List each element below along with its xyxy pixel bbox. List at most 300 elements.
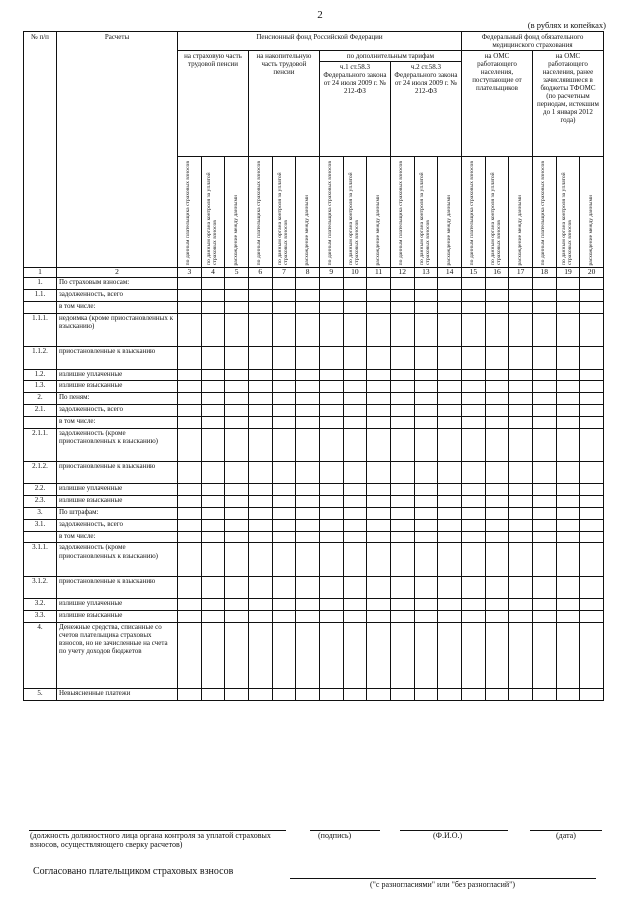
- value-cell[interactable]: [343, 484, 367, 496]
- value-cell[interactable]: [556, 428, 580, 461]
- value-cell[interactable]: [414, 623, 438, 689]
- value-cell[interactable]: [343, 428, 367, 461]
- value-cell[interactable]: [343, 599, 367, 611]
- value-cell[interactable]: [201, 301, 225, 313]
- value-cell[interactable]: [485, 278, 509, 290]
- value-cell[interactable]: [248, 484, 272, 496]
- value-cell[interactable]: [201, 461, 225, 484]
- value-cell[interactable]: [178, 301, 202, 313]
- value-cell[interactable]: [296, 381, 320, 393]
- value-cell[interactable]: [343, 543, 367, 576]
- value-cell[interactable]: [461, 496, 485, 508]
- value-cell[interactable]: [343, 508, 367, 520]
- value-cell[interactable]: [438, 599, 462, 611]
- value-cell[interactable]: [438, 346, 462, 369]
- value-cell[interactable]: [272, 369, 296, 381]
- value-cell[interactable]: [319, 508, 343, 520]
- value-cell[interactable]: [178, 543, 202, 576]
- value-cell[interactable]: [532, 461, 556, 484]
- value-cell[interactable]: [343, 611, 367, 623]
- value-cell[interactable]: [201, 623, 225, 689]
- value-cell[interactable]: [319, 611, 343, 623]
- value-cell[interactable]: [461, 461, 485, 484]
- value-cell[interactable]: [248, 393, 272, 405]
- value-cell[interactable]: [367, 404, 391, 416]
- value-cell[interactable]: [343, 313, 367, 346]
- value-cell[interactable]: [461, 381, 485, 393]
- value-cell[interactable]: [485, 623, 509, 689]
- value-cell[interactable]: [319, 393, 343, 405]
- value-cell[interactable]: [556, 484, 580, 496]
- value-cell[interactable]: [201, 599, 225, 611]
- value-cell[interactable]: [509, 369, 533, 381]
- value-cell[interactable]: [343, 461, 367, 484]
- value-cell[interactable]: [509, 289, 533, 301]
- value-cell[interactable]: [272, 484, 296, 496]
- value-cell[interactable]: [248, 611, 272, 623]
- value-cell[interactable]: [225, 484, 249, 496]
- value-cell[interactable]: [509, 404, 533, 416]
- value-cell[interactable]: [319, 531, 343, 543]
- value-cell[interactable]: [201, 428, 225, 461]
- value-cell[interactable]: [461, 313, 485, 346]
- value-cell[interactable]: [225, 531, 249, 543]
- value-cell[interactable]: [272, 519, 296, 531]
- value-cell[interactable]: [438, 416, 462, 428]
- value-cell[interactable]: [178, 531, 202, 543]
- value-cell[interactable]: [343, 393, 367, 405]
- value-cell[interactable]: [343, 688, 367, 700]
- value-cell[interactable]: [201, 496, 225, 508]
- value-cell[interactable]: [319, 404, 343, 416]
- value-cell[interactable]: [509, 393, 533, 405]
- value-cell[interactable]: [485, 289, 509, 301]
- value-cell[interactable]: [414, 381, 438, 393]
- value-cell[interactable]: [225, 428, 249, 461]
- value-cell[interactable]: [367, 313, 391, 346]
- value-cell[interactable]: [272, 393, 296, 405]
- value-cell[interactable]: [485, 508, 509, 520]
- value-cell[interactable]: [390, 381, 414, 393]
- value-cell[interactable]: [485, 416, 509, 428]
- value-cell[interactable]: [461, 346, 485, 369]
- value-cell[interactable]: [296, 599, 320, 611]
- value-cell[interactable]: [319, 496, 343, 508]
- value-cell[interactable]: [556, 519, 580, 531]
- value-cell[interactable]: [414, 346, 438, 369]
- value-cell[interactable]: [343, 381, 367, 393]
- value-cell[interactable]: [414, 301, 438, 313]
- value-cell[interactable]: [343, 519, 367, 531]
- value-cell[interactable]: [509, 688, 533, 700]
- value-cell[interactable]: [556, 393, 580, 405]
- value-cell[interactable]: [438, 289, 462, 301]
- value-cell[interactable]: [438, 496, 462, 508]
- value-cell[interactable]: [367, 381, 391, 393]
- value-cell[interactable]: [556, 543, 580, 576]
- value-cell[interactable]: [556, 301, 580, 313]
- value-cell[interactable]: [390, 278, 414, 290]
- value-cell[interactable]: [225, 543, 249, 576]
- value-cell[interactable]: [343, 531, 367, 543]
- value-cell[interactable]: [580, 278, 604, 290]
- value-cell[interactable]: [248, 278, 272, 290]
- value-cell[interactable]: [248, 576, 272, 599]
- value-cell[interactable]: [532, 289, 556, 301]
- value-cell[interactable]: [438, 428, 462, 461]
- value-cell[interactable]: [414, 484, 438, 496]
- value-cell[interactable]: [296, 508, 320, 520]
- value-cell[interactable]: [556, 623, 580, 689]
- value-cell[interactable]: [178, 393, 202, 405]
- value-cell[interactable]: [367, 576, 391, 599]
- value-cell[interactable]: [225, 278, 249, 290]
- value-cell[interactable]: [178, 381, 202, 393]
- value-cell[interactable]: [343, 346, 367, 369]
- value-cell[interactable]: [390, 428, 414, 461]
- value-cell[interactable]: [509, 543, 533, 576]
- value-cell[interactable]: [580, 461, 604, 484]
- value-cell[interactable]: [272, 496, 296, 508]
- value-cell[interactable]: [390, 623, 414, 689]
- value-cell[interactable]: [461, 393, 485, 405]
- value-cell[interactable]: [556, 289, 580, 301]
- value-cell[interactable]: [319, 576, 343, 599]
- value-cell[interactable]: [390, 508, 414, 520]
- value-cell[interactable]: [272, 301, 296, 313]
- value-cell[interactable]: [556, 346, 580, 369]
- value-cell[interactable]: [367, 623, 391, 689]
- value-cell[interactable]: [178, 484, 202, 496]
- value-cell[interactable]: [532, 611, 556, 623]
- value-cell[interactable]: [248, 461, 272, 484]
- value-cell[interactable]: [414, 278, 438, 290]
- value-cell[interactable]: [367, 599, 391, 611]
- value-cell[interactable]: [367, 278, 391, 290]
- value-cell[interactable]: [438, 688, 462, 700]
- value-cell[interactable]: [201, 611, 225, 623]
- value-cell[interactable]: [509, 531, 533, 543]
- value-cell[interactable]: [248, 496, 272, 508]
- value-cell[interactable]: [225, 508, 249, 520]
- value-cell[interactable]: [509, 508, 533, 520]
- value-cell[interactable]: [580, 416, 604, 428]
- value-cell[interactable]: [248, 369, 272, 381]
- value-cell[interactable]: [438, 381, 462, 393]
- value-cell[interactable]: [367, 346, 391, 369]
- value-cell[interactable]: [414, 416, 438, 428]
- value-cell[interactable]: [319, 369, 343, 381]
- value-cell[interactable]: [178, 576, 202, 599]
- value-cell[interactable]: [343, 301, 367, 313]
- value-cell[interactable]: [580, 428, 604, 461]
- value-cell[interactable]: [225, 611, 249, 623]
- value-cell[interactable]: [296, 404, 320, 416]
- value-cell[interactable]: [178, 313, 202, 346]
- value-cell[interactable]: [178, 496, 202, 508]
- value-cell[interactable]: [296, 393, 320, 405]
- value-cell[interactable]: [414, 599, 438, 611]
- value-cell[interactable]: [485, 428, 509, 461]
- value-cell[interactable]: [248, 623, 272, 689]
- value-cell[interactable]: [296, 484, 320, 496]
- value-cell[interactable]: [225, 461, 249, 484]
- value-cell[interactable]: [414, 369, 438, 381]
- value-cell[interactable]: [532, 381, 556, 393]
- value-cell[interactable]: [248, 599, 272, 611]
- value-cell[interactable]: [461, 484, 485, 496]
- value-cell[interactable]: [438, 531, 462, 543]
- value-cell[interactable]: [296, 369, 320, 381]
- value-cell[interactable]: [485, 611, 509, 623]
- value-cell[interactable]: [319, 484, 343, 496]
- value-cell[interactable]: [461, 611, 485, 623]
- value-cell[interactable]: [248, 313, 272, 346]
- value-cell[interactable]: [225, 599, 249, 611]
- value-cell[interactable]: [509, 416, 533, 428]
- value-cell[interactable]: [178, 599, 202, 611]
- value-cell[interactable]: [296, 313, 320, 346]
- value-cell[interactable]: [272, 543, 296, 576]
- value-cell[interactable]: [532, 278, 556, 290]
- value-cell[interactable]: [390, 346, 414, 369]
- value-cell[interactable]: [390, 543, 414, 576]
- value-cell[interactable]: [532, 369, 556, 381]
- value-cell[interactable]: [485, 543, 509, 576]
- value-cell[interactable]: [296, 301, 320, 313]
- value-cell[interactable]: [414, 496, 438, 508]
- value-cell[interactable]: [296, 623, 320, 689]
- value-cell[interactable]: [509, 611, 533, 623]
- value-cell[interactable]: [390, 289, 414, 301]
- value-cell[interactable]: [390, 404, 414, 416]
- value-cell[interactable]: [438, 313, 462, 346]
- value-cell[interactable]: [225, 688, 249, 700]
- value-cell[interactable]: [201, 278, 225, 290]
- value-cell[interactable]: [461, 599, 485, 611]
- value-cell[interactable]: [201, 289, 225, 301]
- value-cell[interactable]: [532, 531, 556, 543]
- value-cell[interactable]: [272, 599, 296, 611]
- value-cell[interactable]: [438, 369, 462, 381]
- value-cell[interactable]: [485, 313, 509, 346]
- value-cell[interactable]: [461, 543, 485, 576]
- value-cell[interactable]: [414, 461, 438, 484]
- value-cell[interactable]: [390, 393, 414, 405]
- value-cell[interactable]: [296, 519, 320, 531]
- value-cell[interactable]: [532, 688, 556, 700]
- value-cell[interactable]: [201, 369, 225, 381]
- value-cell[interactable]: [556, 381, 580, 393]
- value-cell[interactable]: [580, 301, 604, 313]
- value-cell[interactable]: [272, 688, 296, 700]
- value-cell[interactable]: [225, 313, 249, 346]
- value-cell[interactable]: [296, 428, 320, 461]
- value-cell[interactable]: [343, 404, 367, 416]
- value-cell[interactable]: [296, 278, 320, 290]
- value-cell[interactable]: [509, 381, 533, 393]
- value-cell[interactable]: [178, 346, 202, 369]
- value-cell[interactable]: [580, 531, 604, 543]
- value-cell[interactable]: [343, 576, 367, 599]
- value-cell[interactable]: [248, 381, 272, 393]
- value-cell[interactable]: [580, 623, 604, 689]
- value-cell[interactable]: [201, 393, 225, 405]
- value-cell[interactable]: [201, 576, 225, 599]
- value-cell[interactable]: [390, 369, 414, 381]
- value-cell[interactable]: [178, 611, 202, 623]
- value-cell[interactable]: [367, 688, 391, 700]
- value-cell[interactable]: [556, 369, 580, 381]
- value-cell[interactable]: [390, 688, 414, 700]
- value-cell[interactable]: [225, 381, 249, 393]
- value-cell[interactable]: [485, 531, 509, 543]
- value-cell[interactable]: [319, 599, 343, 611]
- value-cell[interactable]: [438, 278, 462, 290]
- value-cell[interactable]: [225, 404, 249, 416]
- value-cell[interactable]: [319, 301, 343, 313]
- value-cell[interactable]: [461, 531, 485, 543]
- value-cell[interactable]: [367, 428, 391, 461]
- value-cell[interactable]: [319, 461, 343, 484]
- value-cell[interactable]: [532, 599, 556, 611]
- value-cell[interactable]: [580, 346, 604, 369]
- value-cell[interactable]: [178, 289, 202, 301]
- value-cell[interactable]: [532, 404, 556, 416]
- value-cell[interactable]: [485, 301, 509, 313]
- value-cell[interactable]: [485, 484, 509, 496]
- value-cell[interactable]: [225, 416, 249, 428]
- value-cell[interactable]: [367, 416, 391, 428]
- value-cell[interactable]: [461, 688, 485, 700]
- value-cell[interactable]: [438, 301, 462, 313]
- value-cell[interactable]: [556, 611, 580, 623]
- value-cell[interactable]: [509, 519, 533, 531]
- value-cell[interactable]: [485, 519, 509, 531]
- value-cell[interactable]: [485, 369, 509, 381]
- value-cell[interactable]: [201, 519, 225, 531]
- value-cell[interactable]: [296, 576, 320, 599]
- value-cell[interactable]: [367, 508, 391, 520]
- value-cell[interactable]: [485, 461, 509, 484]
- value-cell[interactable]: [414, 428, 438, 461]
- value-cell[interactable]: [296, 461, 320, 484]
- value-cell[interactable]: [390, 313, 414, 346]
- value-cell[interactable]: [343, 496, 367, 508]
- value-cell[interactable]: [461, 508, 485, 520]
- value-cell[interactable]: [532, 496, 556, 508]
- value-cell[interactable]: [390, 576, 414, 599]
- value-cell[interactable]: [178, 461, 202, 484]
- value-cell[interactable]: [532, 428, 556, 461]
- value-cell[interactable]: [178, 278, 202, 290]
- value-cell[interactable]: [201, 313, 225, 346]
- value-cell[interactable]: [319, 688, 343, 700]
- value-cell[interactable]: [509, 623, 533, 689]
- value-cell[interactable]: [532, 576, 556, 599]
- value-cell[interactable]: [438, 576, 462, 599]
- value-cell[interactable]: [248, 531, 272, 543]
- value-cell[interactable]: [390, 461, 414, 484]
- value-cell[interactable]: [178, 623, 202, 689]
- value-cell[interactable]: [556, 599, 580, 611]
- value-cell[interactable]: [414, 519, 438, 531]
- value-cell[interactable]: [580, 484, 604, 496]
- value-cell[interactable]: [248, 519, 272, 531]
- value-cell[interactable]: [532, 623, 556, 689]
- value-cell[interactable]: [248, 428, 272, 461]
- value-cell[interactable]: [438, 508, 462, 520]
- value-cell[interactable]: [367, 543, 391, 576]
- value-cell[interactable]: [532, 416, 556, 428]
- value-cell[interactable]: [390, 611, 414, 623]
- value-cell[interactable]: [201, 508, 225, 520]
- value-cell[interactable]: [509, 313, 533, 346]
- value-cell[interactable]: [319, 623, 343, 689]
- value-cell[interactable]: [414, 313, 438, 346]
- value-cell[interactable]: [296, 688, 320, 700]
- value-cell[interactable]: [414, 393, 438, 405]
- value-cell[interactable]: [201, 531, 225, 543]
- value-cell[interactable]: [296, 531, 320, 543]
- value-cell[interactable]: [201, 543, 225, 576]
- value-cell[interactable]: [414, 508, 438, 520]
- value-cell[interactable]: [272, 576, 296, 599]
- value-cell[interactable]: [438, 393, 462, 405]
- value-cell[interactable]: [296, 543, 320, 576]
- value-cell[interactable]: [532, 519, 556, 531]
- value-cell[interactable]: [461, 301, 485, 313]
- value-cell[interactable]: [438, 543, 462, 576]
- value-cell[interactable]: [580, 404, 604, 416]
- value-cell[interactable]: [532, 543, 556, 576]
- value-cell[interactable]: [509, 278, 533, 290]
- value-cell[interactable]: [414, 543, 438, 576]
- value-cell[interactable]: [272, 346, 296, 369]
- value-cell[interactable]: [461, 278, 485, 290]
- value-cell[interactable]: [461, 289, 485, 301]
- value-cell[interactable]: [414, 688, 438, 700]
- value-cell[interactable]: [272, 278, 296, 290]
- value-cell[interactable]: [556, 461, 580, 484]
- value-cell[interactable]: [248, 289, 272, 301]
- value-cell[interactable]: [201, 346, 225, 369]
- value-cell[interactable]: [556, 496, 580, 508]
- value-cell[interactable]: [485, 381, 509, 393]
- value-cell[interactable]: [367, 289, 391, 301]
- value-cell[interactable]: [201, 381, 225, 393]
- value-cell[interactable]: [248, 688, 272, 700]
- value-cell[interactable]: [580, 599, 604, 611]
- value-cell[interactable]: [178, 688, 202, 700]
- value-cell[interactable]: [225, 496, 249, 508]
- value-cell[interactable]: [556, 278, 580, 290]
- value-cell[interactable]: [319, 543, 343, 576]
- value-cell[interactable]: [438, 519, 462, 531]
- value-cell[interactable]: [532, 346, 556, 369]
- value-cell[interactable]: [272, 404, 296, 416]
- value-cell[interactable]: [272, 531, 296, 543]
- value-cell[interactable]: [201, 404, 225, 416]
- value-cell[interactable]: [438, 404, 462, 416]
- value-cell[interactable]: [414, 404, 438, 416]
- value-cell[interactable]: [248, 543, 272, 576]
- value-cell[interactable]: [178, 416, 202, 428]
- value-cell[interactable]: [509, 346, 533, 369]
- value-cell[interactable]: [556, 531, 580, 543]
- value-cell[interactable]: [390, 301, 414, 313]
- value-cell[interactable]: [343, 623, 367, 689]
